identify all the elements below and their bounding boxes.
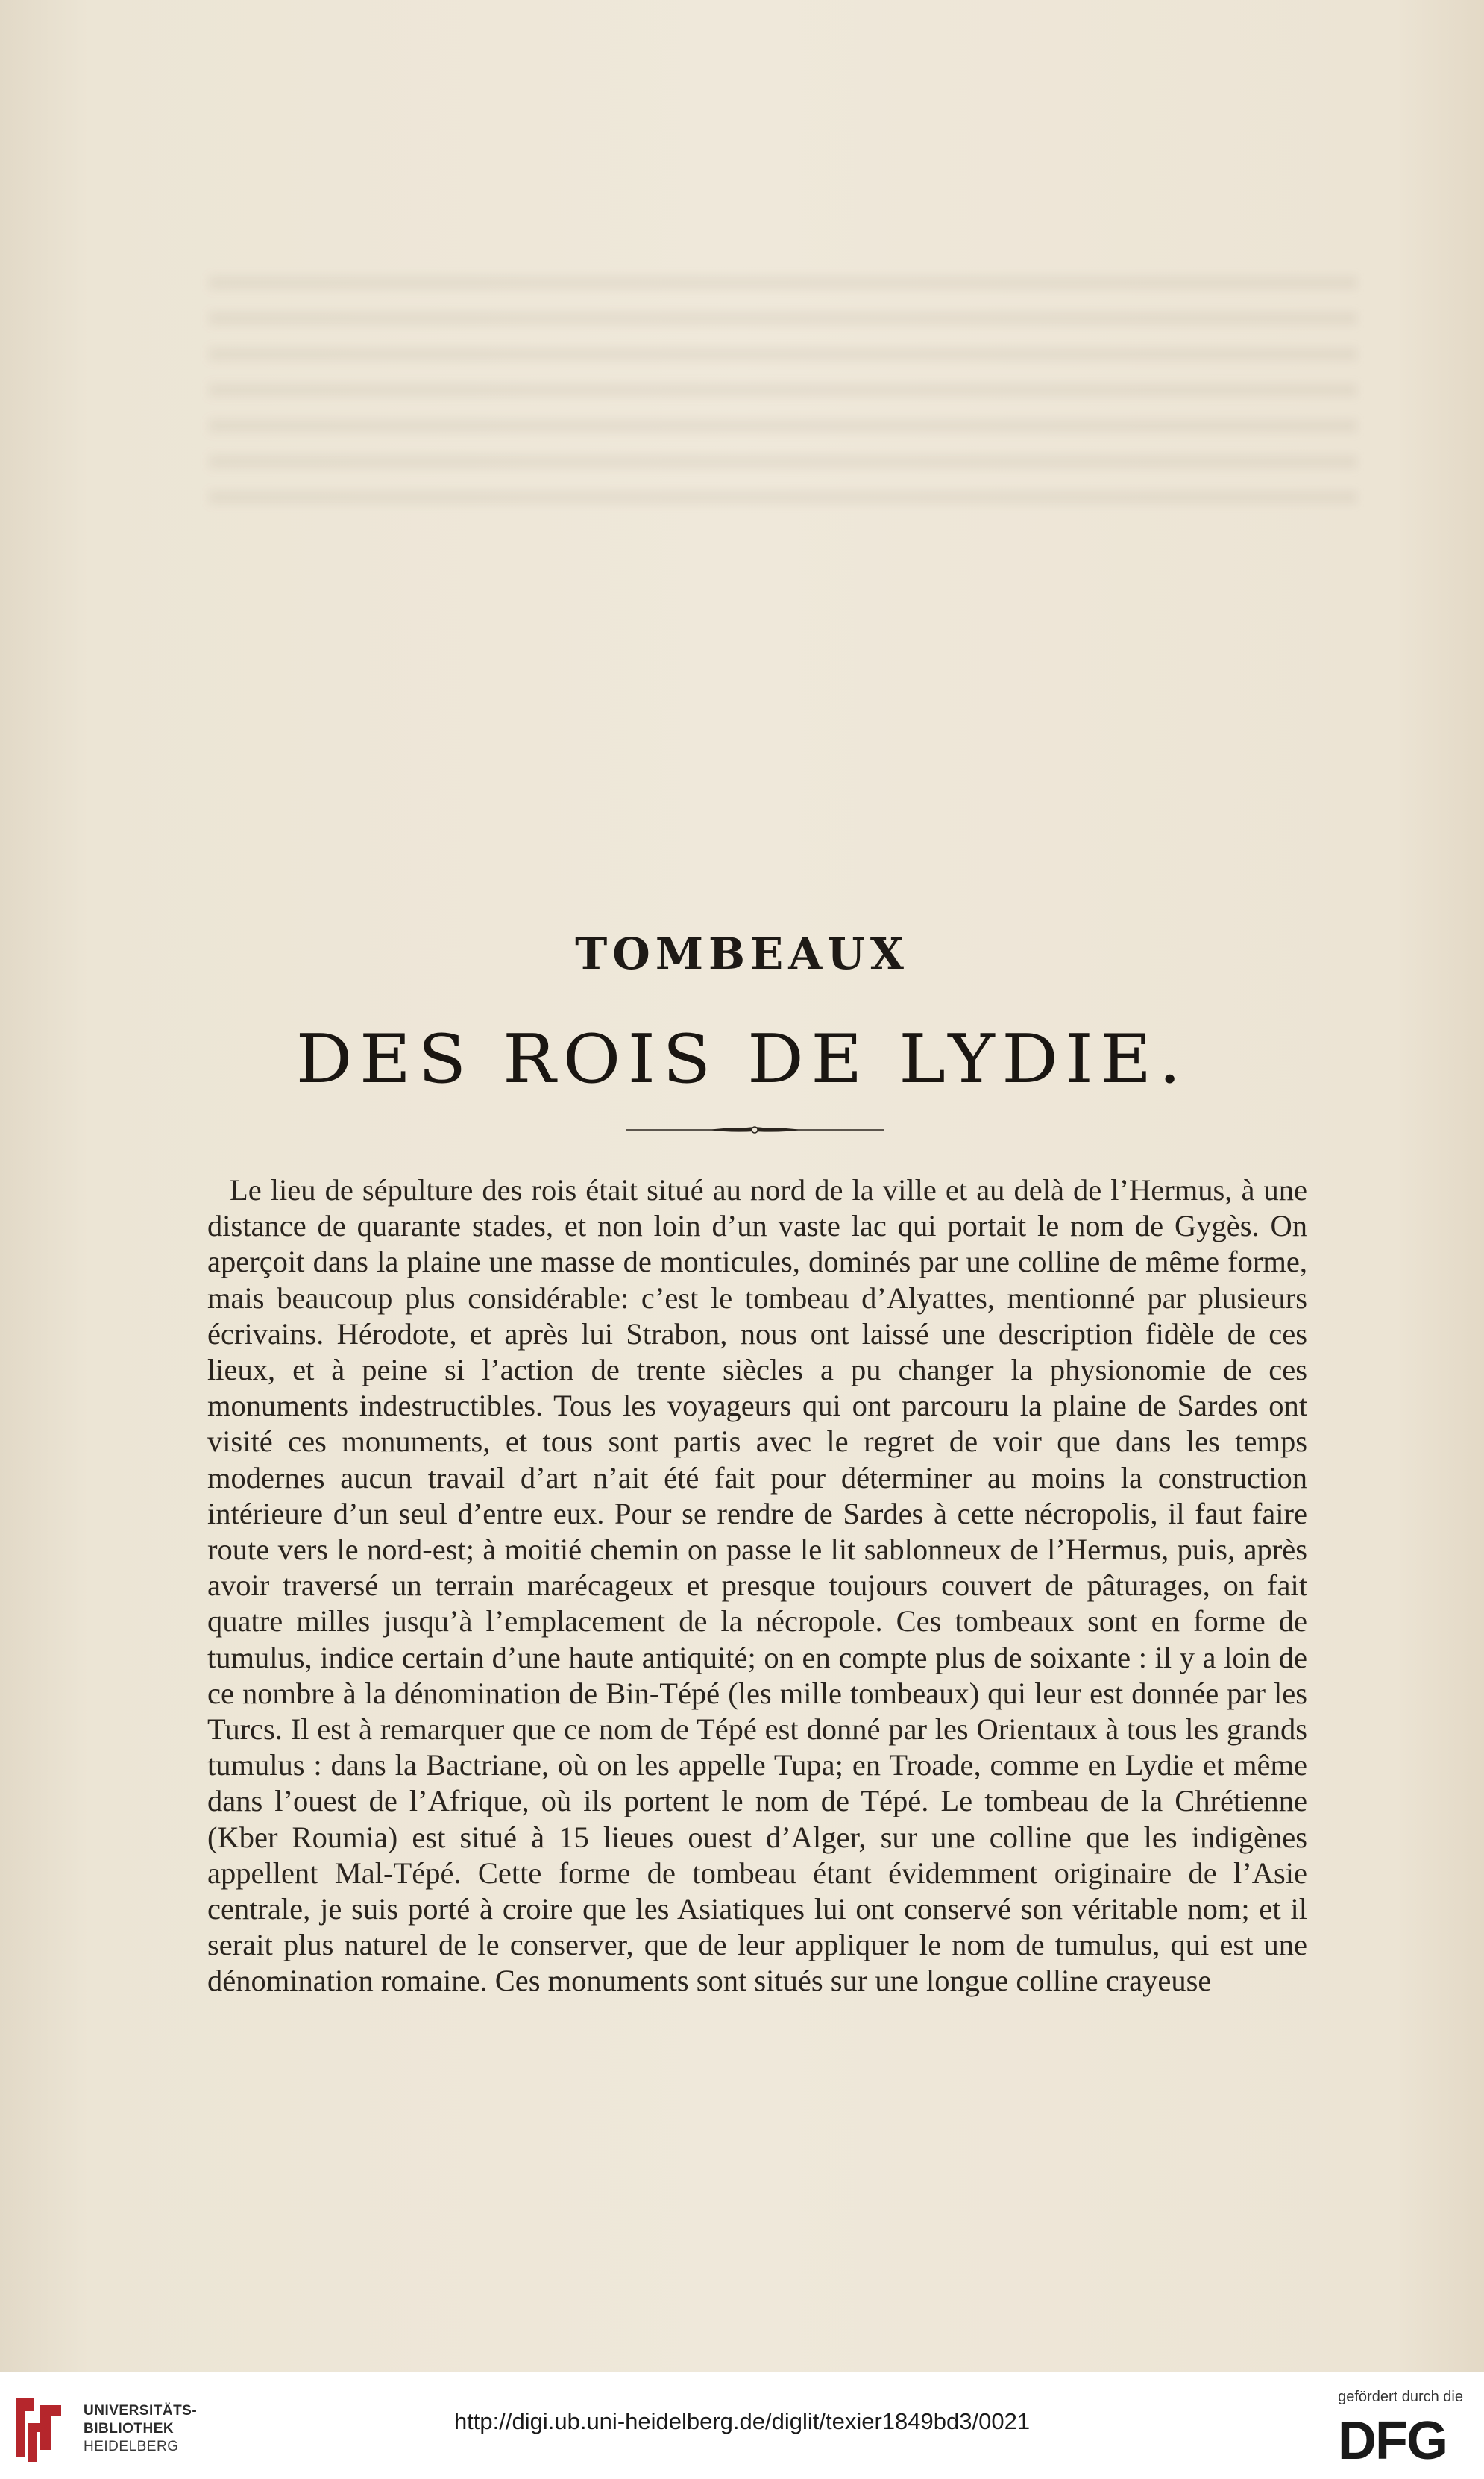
body-paragraph: Le lieu de sépulture des rois était situé au nord de la ville et au delà de l’Hermus, à une distance de quarante stades, et non loin d’un vaste lac qui portait le nom de Gygès. On aperçoit dans la plaine une masse de monticules, dominés par une colline de même forme, mais beaucoup plus considérable: c’est le tombeau d’Alyattes, mentionné par plusieurs écrivains. Hérodote, et après lui Strabon, nous ont laissé une description fidèle de ces lieux, et à peine si l’action de trente siècles a pu changer la physionomie de ces monuments indestructibles. Tous les voyageurs qui ont parcouru la plaine de Sardes ont visité ces monuments, et tous sont partis avec le regret de voir que dans les temps modernes aucun travail d’art n’ait été fait pour déterminer au moins la construction intérieure d’un seul d’entre eux. Pour se rendre de Sardes à cette nécropolis, il faut faire route vers le nord-est; à moitié chemin on passe le lit sablonneux de l’Hermus, puis, après avoir traversé un terrain marécageux et presque toujours couvert de pâturages, on fait quatre milles jusqu’à l’emplacement de la nécropole. Ces tombeaux sont en forme de tumulus, indice certain d’une haute antiquité; on en compte plus de soixante : il y a loin de ce nombre à la dénomination de Bin-Tépé (les mille tombeaux) qui leur est donnée par les Turcs. Il est à remarquer que ce nom de Tépé est donné par les Orientaux à tous les grands tumulus : dans la Bactriane, où on les appelle Tupa; en Troade, comme en Lydie et même dans l’ouest de l’Afrique, où ils portent le nom de Tépé. Le tombeau de la Chrétienne (Kber Roumia) est situé à 15 lieues ouest d’Alger, sur une colline que les indigènes appellent Mal-Tépé. Cette forme de tombeau étant évidemment originaire de l’Asie centrale, je suis porté à croire que les Asiatiques lui ont conservé son véritable nom; et il serait plus naturel de le conserver, que de leur appliquer le nom de tumulus, qui est une dénomination romaine. Ces monuments sont situés sur une longue colline crayeuse — [207, 1173, 1307, 1998]
library-name-line-1: UNIVERSITÄTS- — [84, 2403, 198, 2419]
library-name-line-3: HEIDELBERG — [84, 2439, 179, 2454]
dfg-logo-icon[interactable] — [1321, 2414, 1463, 2466]
page-title: DES ROIS DE LYDIE. — [295, 1020, 1189, 1099]
funding-credit: gefördert durch die — [1338, 2389, 1463, 2405]
dfg-logo-text: DFG — [1338, 2414, 1447, 2466]
show-through-text — [209, 254, 1357, 522]
permalink-url[interactable]: http://digi.ub.uni-heidelberg.de/diglit/texier1849bd3/0021 — [453, 2408, 1031, 2434]
library-name-line-2: BIBLIOTHEK — [84, 2421, 175, 2436]
viewer-footer — [0, 2372, 1484, 2479]
ornament-divider — [626, 1119, 884, 1141]
page-heading: TOMBEAUX — [575, 929, 909, 979]
